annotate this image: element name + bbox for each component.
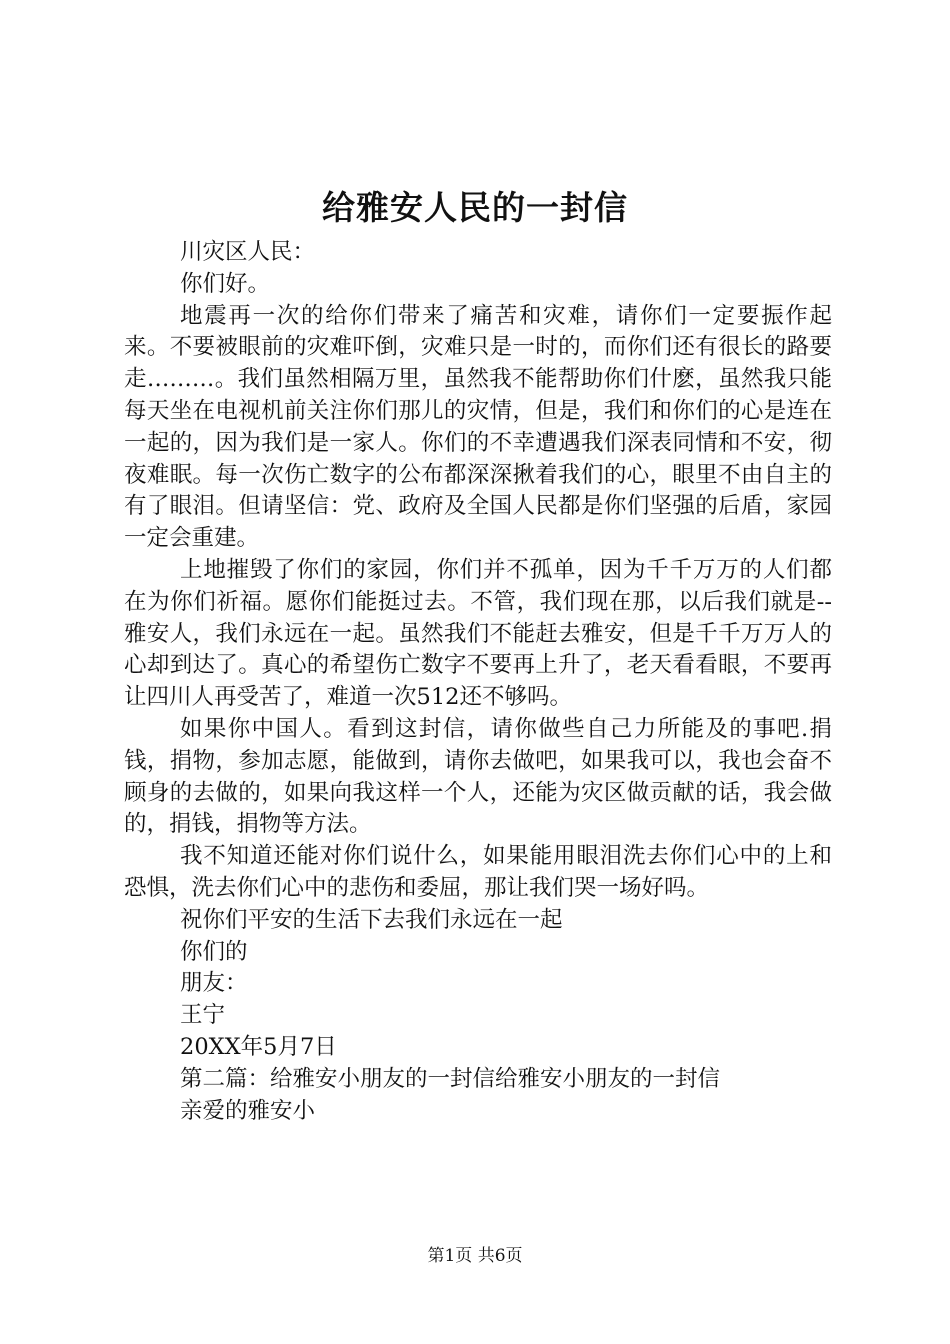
signoff-line-1: 你们的 xyxy=(180,938,248,965)
paragraph-3: 如果你中国人。看到这封信，请你做些自己力所能及的事吧.捐钱，捐物，参加志愿，能做到，请你去做吧，如果我可以，我也会奋不顾身的去做的，如果向我这样一个人，还能为灾区做贡献的话，我会做的，捐钱，捐物等方法。 xyxy=(124,715,832,838)
document-title: 给雅安人民的一封信 xyxy=(322,188,628,227)
next-section-start: 亲爱的雅安小 xyxy=(180,1097,316,1124)
paragraph-4: 我不知道还能对你们说什么，如果能用眼泪洗去你们心中的上和恐惧，洗去你们心中的悲伤和委屈，那让我们哭一场好吗。 xyxy=(124,843,832,901)
paragraph-2: 上地摧毁了你们的家园，你们并不孤单，因为千千万万的人们都在为你们祈福。愿你们能挺过去。不管，我们现在那，以后我们就是--雅安人，我们永远在一起。虽然我们不能赶去雅安，但是千千万万人的心却到达了。真心的希望伤亡数字不要再上升了，老天看看眼，不要再让四川人再受苦了，难道一次512还不够吗。 xyxy=(124,556,832,711)
page-footer: 第1页 共6页 xyxy=(427,1246,523,1266)
signoff-line-2: 朋友： xyxy=(180,970,248,997)
paragraph-1: 地震再一次的给你们带来了痛苦和灾难，请你们一定要振作起来。不要被眼前的灾难吓倒，灾难只是一时的，而你们还有很长的路要走………。我们虽然相隔万里，虽然我不能帮助你们什麽，虽然我只能每天坐在电视机前关注你们那儿的灾情，但是，我们和你们的心是连在一起的，因为我们是一家人。你们的不幸遭遇我们深表同情和不安，彻夜难眠。每一次伤亡数字的公布都深深揪着我们的心，眼里不由自主的有了眼泪。但请坚信：党、政府及全国人民都是你们坚强的后盾，家园一定会重建。 xyxy=(124,302,832,552)
letter-date: 20XX年5月7日 xyxy=(180,1033,337,1060)
signature: 王宁 xyxy=(180,1002,226,1029)
next-section-title: 第二篇：给雅安小朋友的一封信给雅安小朋友的一封信 xyxy=(180,1065,721,1092)
greeting: 你们好。 xyxy=(180,270,271,297)
letter-body xyxy=(124,237,832,1127)
salutation: 川灾区人民： xyxy=(180,239,316,265)
closing-wish: 祝你们平安的生活下去我们永远在一起 xyxy=(180,906,563,933)
